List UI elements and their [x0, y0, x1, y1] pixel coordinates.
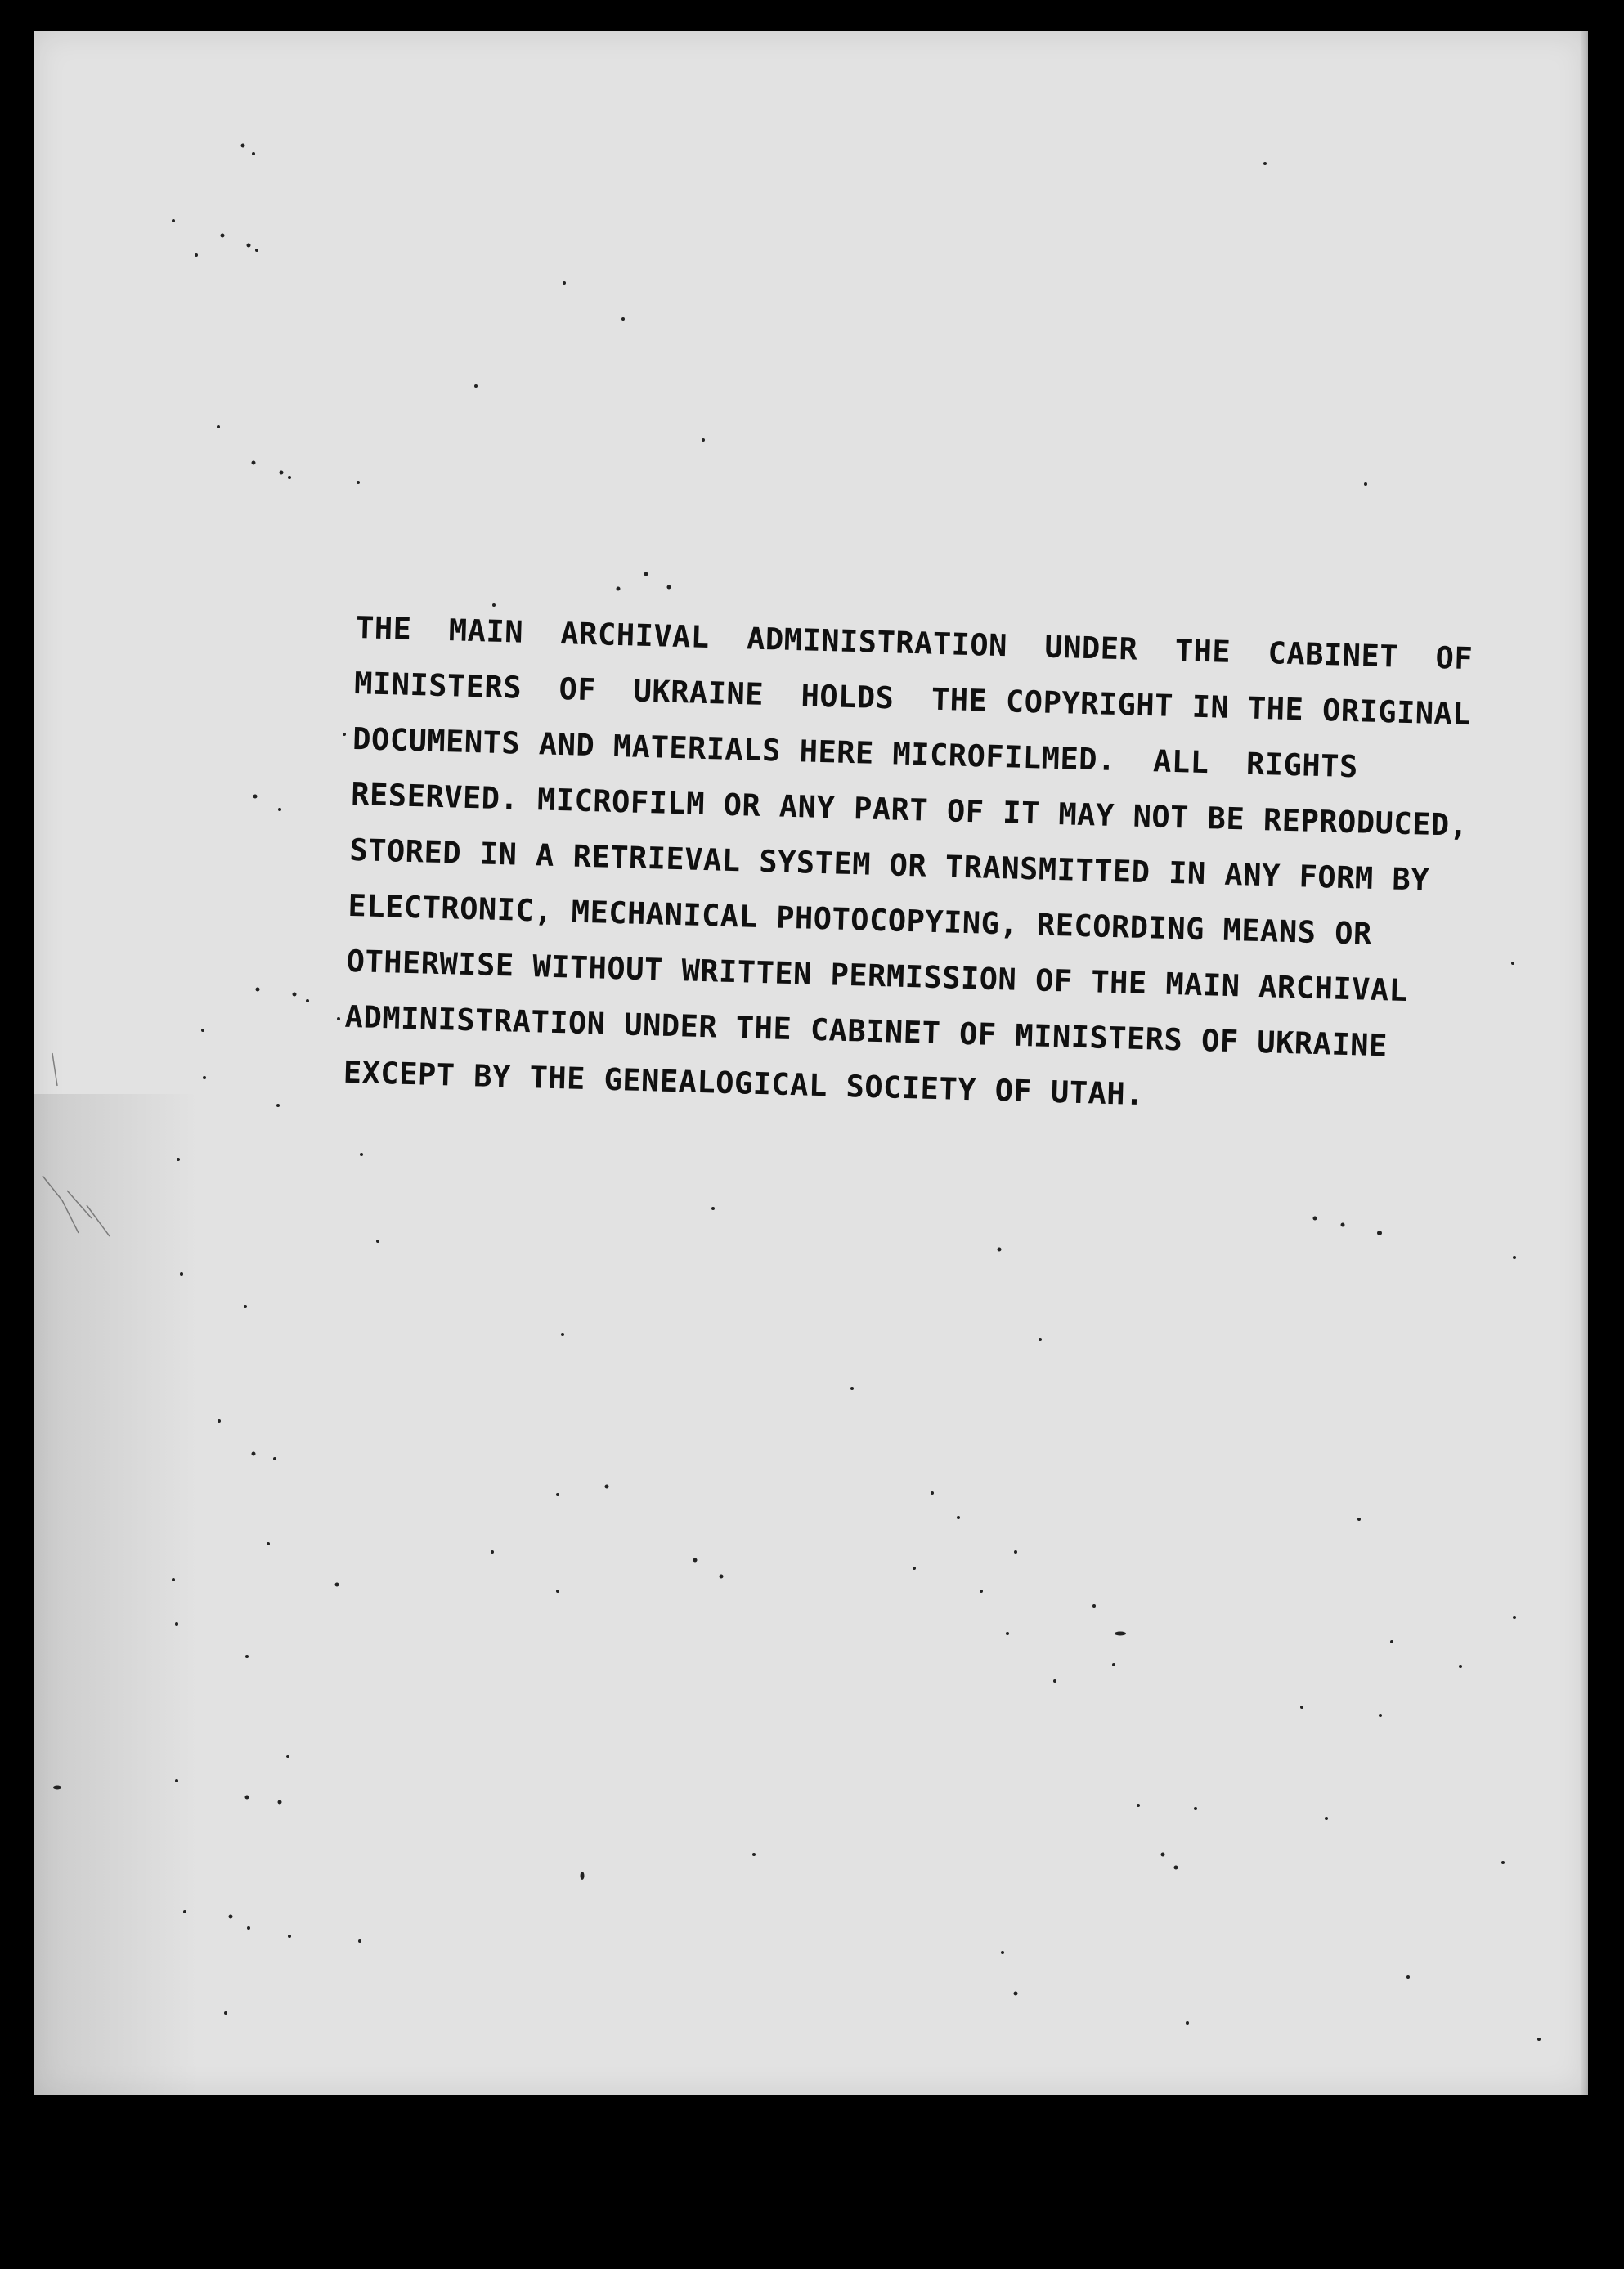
notice-line: ADMINISTRATION UNDER THE CABINET OF MINISTERS OF UKRAINE	[344, 998, 1388, 1064]
copyright-notice	[343, 600, 1550, 1134]
notice-line: THE MAIN ARCHIVAL ADMINISTRATION UNDER THE CABINET OF	[355, 609, 1474, 677]
notice-line: DOCUMENTS AND MATERIALS HERE MICROFILMED. ALL RIGHTS	[352, 720, 1359, 785]
notice-line: MINISTERS OF UKRAINE HOLDS THE COPYRIGHT IN THE ORIGINAL	[353, 665, 1472, 733]
notice-line: RESERVED. MICROFILM OR ANY PART OF IT MAY NOT BE REPRODUCED,	[350, 776, 1469, 844]
notice-line: STORED IN A RETRIEVAL SYSTEM OR TRANSMITTED IN ANY FORM BY	[348, 832, 1430, 898]
notice-line: EXCEPT BY THE GENEALOGICAL SOCIETY OF UTAH.	[343, 1054, 1145, 1113]
notice-line: ELECTRONIC, MECHANICAL PHOTOCOPYING, RECORDING MEANS OR	[347, 887, 1373, 952]
notice-line: OTHERWISE WITHOUT WRITTEN PERMISSION OF THE MAIN ARCHIVAL	[346, 943, 1409, 1009]
